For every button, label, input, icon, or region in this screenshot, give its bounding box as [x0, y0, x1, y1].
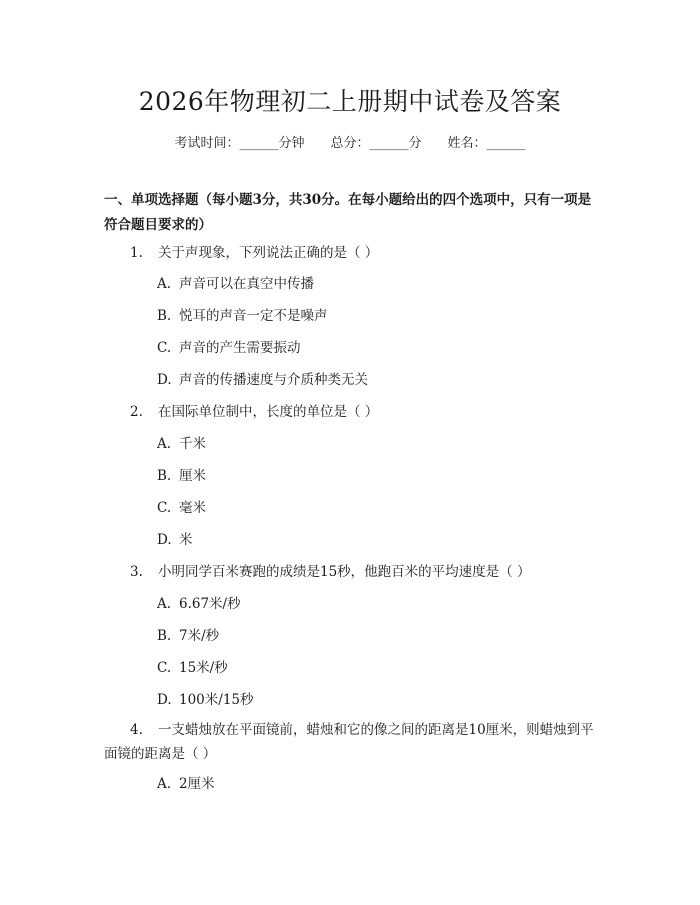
question-number: 1.	[130, 245, 143, 261]
question-number: 2.	[130, 404, 143, 420]
option-text: 毫米	[179, 500, 206, 516]
option-2c	[157, 498, 206, 518]
option-1a	[157, 274, 314, 294]
option-text: 厘米	[179, 468, 206, 484]
option-letter: A.	[157, 276, 172, 292]
option-1c	[157, 338, 301, 358]
student-name-field: 姓名：______	[447, 136, 526, 151]
option-text: 7米/秒	[179, 628, 220, 644]
question-3	[130, 562, 530, 582]
option-text: 100米/15秒	[179, 692, 254, 708]
option-letter: C.	[157, 660, 172, 676]
option-3a	[157, 594, 241, 614]
question-4	[104, 718, 598, 766]
option-text: 2厘米	[179, 776, 215, 792]
option-3c	[157, 658, 228, 678]
question-text: 关于声现象，下列说法正确的是（ ）	[158, 245, 379, 261]
option-letter: C.	[157, 500, 172, 516]
option-letter: B.	[157, 308, 172, 324]
option-letter: A.	[157, 596, 172, 612]
section-heading: 一、单项选择题（每小题3分，共30分。在每小题给出的四个选项中，只有一项是符合题目要求的）	[104, 192, 592, 233]
option-1d	[157, 370, 368, 390]
option-text: 6.67米/秒	[179, 596, 241, 612]
option-2a	[157, 434, 206, 454]
exam-meta	[0, 132, 700, 151]
question-2	[130, 402, 378, 422]
question-number: 3.	[130, 564, 143, 580]
option-text: 声音可以在真空中传播	[179, 276, 314, 292]
option-letter: B.	[157, 628, 172, 644]
option-letter: C.	[157, 340, 172, 356]
option-text: 声音的传播速度与介质种类无关	[179, 372, 368, 388]
question-1	[130, 243, 378, 263]
question-text: 小明同学百米赛跑的成绩是15秒，他跑百米的平均速度是（ ）	[158, 564, 531, 580]
total-score-field: 总分：______分	[330, 136, 422, 151]
option-text: 悦耳的声音一定不是噪声	[179, 308, 328, 324]
option-3d	[157, 690, 254, 710]
option-text: 声音的产生需要振动	[179, 340, 301, 356]
question-number: 4.	[130, 722, 143, 738]
option-letter: D.	[157, 532, 172, 548]
option-letter: A.	[157, 776, 172, 792]
option-letter: D.	[157, 692, 172, 708]
option-letter: A.	[157, 436, 172, 452]
option-text: 15米/秒	[179, 660, 228, 676]
option-text: 千米	[179, 436, 206, 452]
option-2b	[157, 466, 206, 486]
question-text: 在国际单位制中，长度的单位是（ ）	[158, 404, 379, 420]
question-text: 一支蜡烛放在平面镜前，蜡烛和它的像之间的距离是10厘米，则蜡烛到平面镜的距离是（ ）	[104, 722, 594, 762]
option-2d	[157, 530, 193, 550]
page-title: 2026年物理初二上册期中试卷及答案	[138, 87, 562, 116]
option-letter: B.	[157, 468, 172, 484]
option-3b	[157, 626, 219, 646]
option-1b	[157, 306, 328, 326]
option-letter: D.	[157, 372, 172, 388]
option-text: 米	[179, 532, 193, 548]
exam-time-field: 考试时间：______分钟	[174, 136, 305, 151]
option-4a	[157, 774, 215, 794]
